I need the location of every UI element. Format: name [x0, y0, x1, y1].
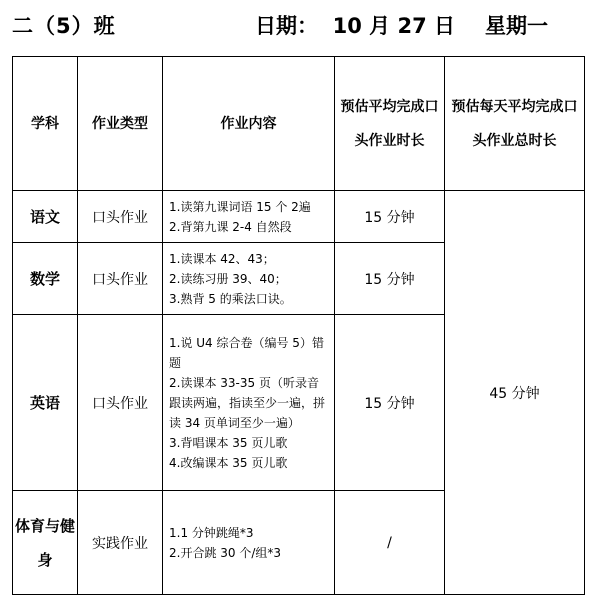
content-line: 1.读第九课词语 15 个 2遍 [169, 199, 311, 214]
content-line: 3.背唱课本 35 页儿歌 [169, 435, 288, 450]
content-line: 1.1 分钟跳绳*3 [169, 525, 254, 540]
content-line: 3.熟背 5 的乘法口诀。 [169, 291, 292, 306]
col-header-total-time: 预估每天平均完成口头作业总时长 [445, 57, 585, 191]
content-line: 2.开合跳 30 个/组*3 [169, 545, 282, 560]
total-time-cell: 45 分钟 [445, 191, 585, 595]
subject-cell: 数学 [13, 243, 78, 315]
content-cell [163, 191, 335, 243]
subject-cell: 体育与健身 [13, 491, 78, 595]
type-cell: 实践作业 [78, 491, 163, 595]
date-label: 日期： 10 月 27 日 [255, 14, 456, 38]
weekday-label: 星期一 [485, 14, 548, 38]
type-cell: 口头作业 [78, 191, 163, 243]
avg-time-cell: 15 分钟 [335, 315, 445, 491]
homework-table [12, 56, 585, 595]
avg-time-cell: 15 分钟 [335, 243, 445, 315]
col-header-content: 作业内容 [163, 57, 335, 191]
content-cell [163, 243, 335, 315]
avg-time-cell: / [335, 491, 445, 595]
table-header-row [13, 57, 585, 191]
col-header-type: 作业类型 [78, 57, 163, 191]
content-line: 2.读课本 33-35 页（听录音跟读两遍，指读至少一遍，拼读 34 页单词至少一遍） [169, 375, 326, 430]
page-header [0, 0, 594, 50]
col-header-avg-time: 预估平均完成口头作业时长 [335, 57, 445, 191]
col-header-subject: 学科 [13, 57, 78, 191]
class-name: 二（5）班 [12, 14, 116, 38]
table-row [13, 191, 585, 243]
content-cell [163, 491, 335, 595]
type-cell: 口头作业 [78, 243, 163, 315]
content-line: 2.读练习册 39、40； [169, 271, 287, 286]
content-line: 1.读课本 42、43； [169, 251, 275, 266]
content-line: 2.背第九课 2-4 自然段 [169, 219, 292, 234]
content-line: 4.改编课本 35 页儿歌 [169, 455, 288, 470]
subject-cell: 语文 [13, 191, 78, 243]
avg-time-cell: 15 分钟 [335, 191, 445, 243]
type-cell: 口头作业 [78, 315, 163, 491]
subject-cell: 英语 [13, 315, 78, 491]
content-line: 1.说 U4 综合卷（编号 5）错题 [169, 335, 324, 370]
content-cell [163, 315, 335, 491]
